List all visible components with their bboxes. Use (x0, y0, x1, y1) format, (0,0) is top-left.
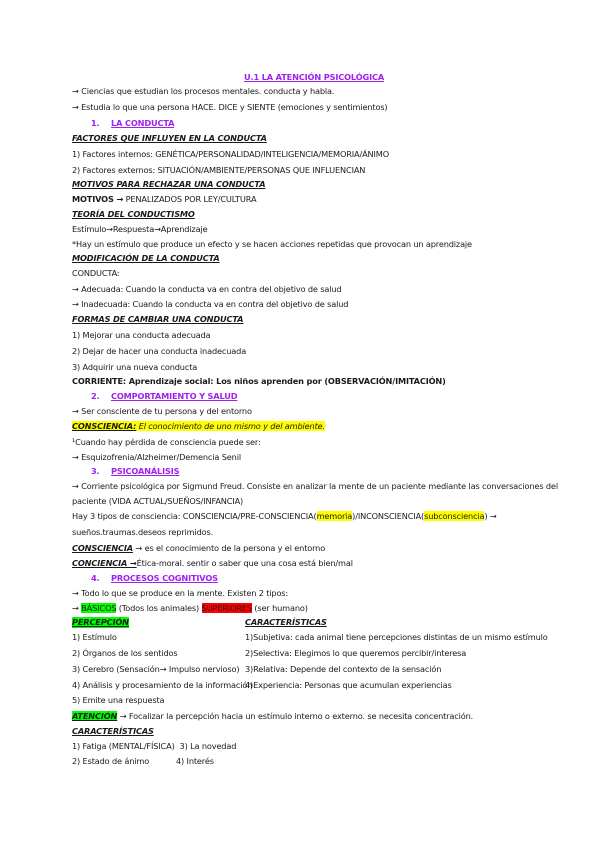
section-2-number: 2. (91, 391, 100, 401)
superiores-highlight: SUPERIORES (201, 603, 252, 613)
psico-line-3-c: )/INCONSCIENCIA( (352, 511, 425, 521)
section-3-title: PSICOANÁLISIS (111, 466, 180, 476)
atencion-item-1: 1) Fatiga (MENTAL/FÍSICA) (72, 741, 175, 751)
atencion-item-2: 2) Estado de ánimo (72, 756, 150, 766)
psico-line-4: sueños.traumas.deseos reprimidos. (72, 527, 214, 537)
percepcion-label: PERCEPCIÓN (72, 617, 129, 627)
atencion-item-4: 4) Interés (176, 756, 214, 766)
formas-item-3: 3) Adquirir una nueva conducta (72, 362, 198, 372)
motivos-text: PENALIZADOS POR LEY/CULTURA (123, 194, 257, 204)
intro-line-2: → Estudia lo que una persona HACE. DICE y SIENTE (emociones y sentimientos) (72, 102, 388, 112)
atencion-item-3: 3) La novedad (179, 741, 237, 751)
factores-heading: FACTORES QUE INFLUYEN EN LA CONDUCTA (72, 133, 267, 143)
section-4-heading (91, 573, 218, 584)
document-title: U.1 LA ATENCIÓN PSICOLÓGICA (244, 72, 385, 82)
motivos-heading: MOTIVOS PARA RECHAZAR UNA CONDUCTA (72, 179, 266, 189)
section-1-title: LA CONDUCTA (111, 118, 175, 128)
psico-line-3-a: Hay 3 tipos de consciencia: CONSCIENCIA/PRE-CONSCIENCIA( (72, 511, 317, 521)
formas-item-1: 1) Mejorar una conducta adecuada (72, 330, 211, 340)
section-1-heading (91, 118, 174, 129)
procesos-line-1: → Todo lo que se produce en la mente. Existen 2 tipos: (72, 588, 289, 598)
section-3-number: 3. (91, 466, 100, 476)
superiores-text: (ser humano) (251, 603, 308, 613)
conductismo-line-1: Estímulo→Respuesta→Aprendizaje (72, 224, 208, 234)
percepcion-left-4: 4) Análisis y procesamiento de la información (72, 680, 253, 690)
basicos-text: (Todos los animales) (116, 603, 202, 613)
modificacion-item-1: → Adecuada: Cuando la conducta va en contra del objetivo de salud (72, 284, 342, 294)
atencion-text: → Focalizar la percepción hacia un estímulo interno o externo. se necesita concentración. (117, 711, 474, 721)
percepcion-left-3: 3) Cerebro (Sensación→ Impulso nervioso) (72, 664, 240, 674)
atencion-row-1 (72, 741, 236, 752)
atencion-line (72, 711, 473, 722)
psico-line-1: → Corriente psicológica por Sigmund Freud. Consiste en analizar la mente de un paciente mediante las conversaciones del (72, 481, 558, 491)
procesos-arrow: → (72, 603, 82, 613)
consciencia-text: El conocimiento de uno mismo y del ambiente. (136, 421, 325, 431)
section-4-title: PROCESOS COGNITIVOS (111, 573, 218, 583)
basicos-highlight: BÁSICOS (81, 603, 117, 613)
intro-line-1: → Ciencias que estudian los procesos mentales. conducta y habla. (72, 86, 335, 96)
percepcion-right-2: 2)Selectiva: Elegimos lo que queremos percibir/interesa (245, 648, 467, 658)
consciencia-line (72, 543, 325, 554)
factores-item-1: 1) Factores internos: GENÉTICA/PERSONALIDAD/INTELIGENCIA/MEMORIA/ÁNIMO (72, 149, 390, 159)
comportamiento-line-4: → Esquizofrenia/Alzheimer/Demencia Senil (72, 452, 241, 462)
section-4-number: 4. (91, 573, 100, 583)
consciencia-term-text: → es el conocimiento de la persona y el entorno (132, 543, 326, 553)
subconsciencia-highlight: subconsciencia (424, 511, 485, 521)
atencion-row-2 (72, 756, 214, 767)
conciencia-line (72, 558, 353, 569)
modificacion-label: CONDUCTA: (72, 268, 120, 278)
percepcion-right-1: 1)Subjetiva: cada animal tiene percepciones distintas de un mismo estímulo (245, 632, 548, 642)
formas-item-2: 2) Dejar de hacer una conducta inadecuada (72, 346, 247, 356)
memoria-highlight: memoria (316, 511, 353, 521)
percepcion-caracteristicas-heading: CARACTERÍSTICAS (245, 617, 327, 627)
percepcion-left-5: 5) Emite una respuesta (72, 695, 165, 705)
percepcion-left-2: 2) Órganos de los sentidos (72, 648, 178, 658)
consciencia-term: CONSCIENCIA (72, 543, 133, 553)
conductismo-line-2: *Hay un estímulo que produce un efecto y se hacen acciones repetidas que provocan un aprendizaje (72, 239, 472, 249)
section-2-heading (91, 391, 237, 402)
motivos-label: MOTIVOS → (72, 194, 124, 204)
percepcion-right-3: 3)Relativa: Depende del contexto de la sensación (245, 664, 442, 674)
procesos-tipos-line (72, 603, 308, 614)
section-2-title: COMPORTAMIENTO Y SALUD (111, 391, 238, 401)
conciencia-term: CONCIENCIA → (72, 558, 137, 568)
corriente-line: CORRIENTE: Aprendizaje social: Los niños aprenden por (OBSERVACIÓN/IMITACIÓN) (72, 376, 446, 386)
psico-line-3-e: ) → (484, 511, 497, 521)
comportamiento-line-3: ¹Cuando hay pérdida de consciencia puede ser: (72, 437, 261, 447)
atencion-label: ATENCIÓN (72, 711, 118, 721)
section-1-number: 1. (91, 118, 100, 128)
conciencia-term-text: Ética-moral. sentir o saber que una cosa está bien/mal (136, 558, 353, 568)
factores-item-2: 2) Factores externos: SITUACIÓN/AMBIENTE/PERSONAS QUE INFLUENCIAN (72, 165, 366, 175)
psico-line-2: paciente (VIDA ACTUAL/SUEÑOS/INFANCIA) (72, 496, 244, 506)
conductismo-heading: TEORÍA DEL CONDUCTISMO (72, 209, 195, 219)
section-3-heading (91, 466, 179, 477)
comportamiento-line-1: → Ser consciente de tu persona y del entorno (72, 406, 252, 416)
percepcion-right-4: 4)Experiencia: Personas que acumulan experiencias (245, 680, 452, 690)
modificacion-item-2: → Inadecuada: Cuando la conducta va en contra del objetivo de salud (72, 299, 349, 309)
psico-line-3 (72, 511, 497, 522)
percepcion-left-1: 1) Estímulo (72, 632, 117, 642)
consciencia-definition (72, 421, 325, 432)
atencion-caracteristicas-heading: CARACTERÍSTICAS (72, 726, 154, 736)
modificacion-heading: MODIFICACIÓN DE LA CONDUCTA (72, 253, 220, 263)
motivos-line (72, 194, 256, 205)
consciencia-label: CONSCIENCIA: (72, 421, 137, 431)
formas-heading: FORMAS DE CAMBIAR UNA CONDUCTA (72, 314, 244, 324)
